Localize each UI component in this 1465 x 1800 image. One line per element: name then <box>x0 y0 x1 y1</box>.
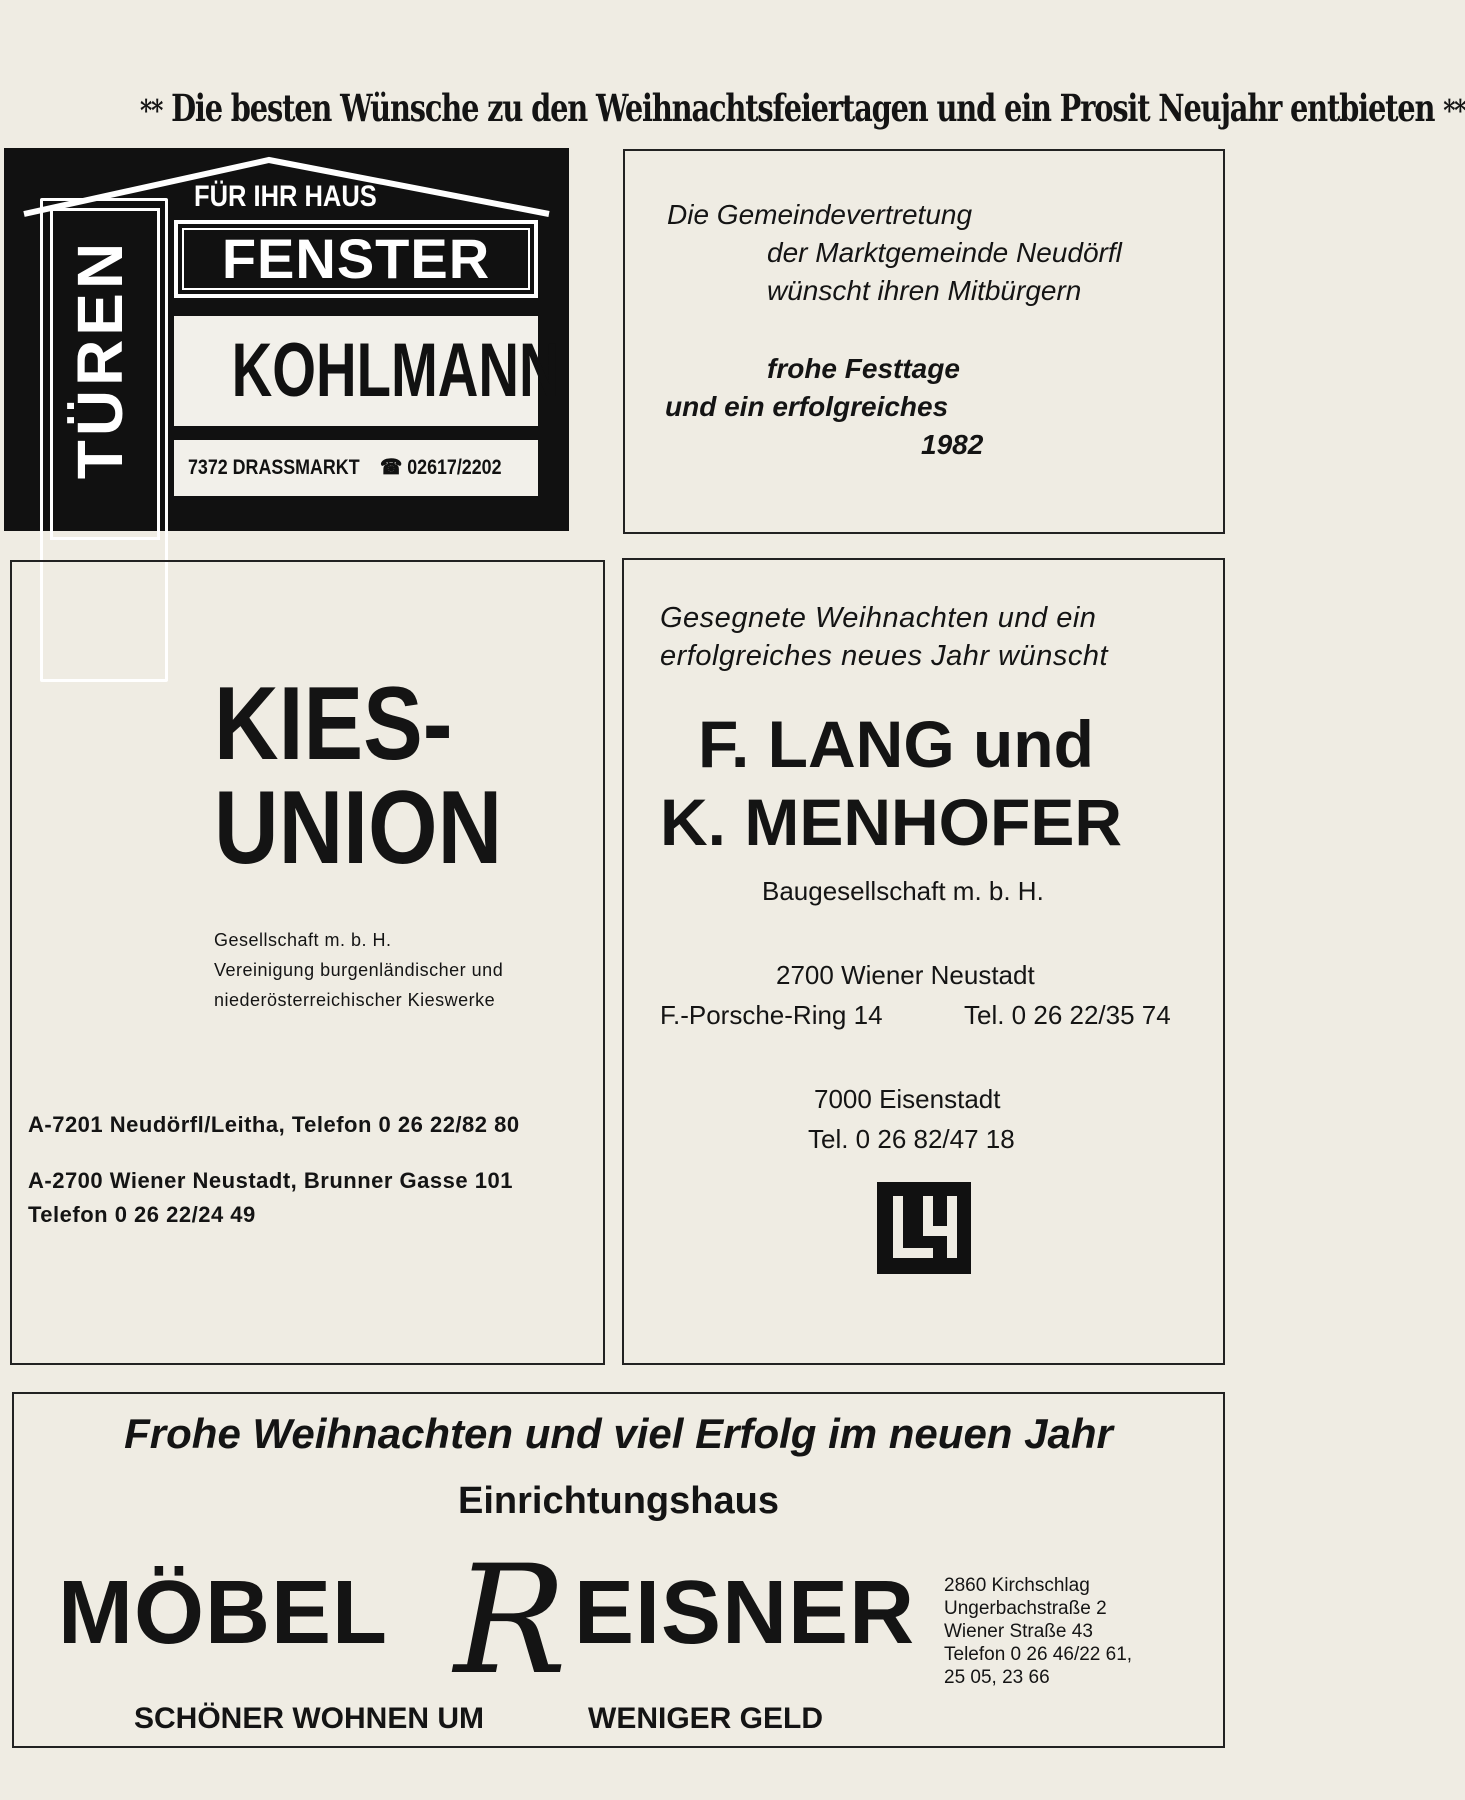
kies-company-type: Gesellschaft m. b. H. <box>214 930 392 950</box>
lang-phone: Tel. 0 26 22/35 74 <box>964 1000 1171 1030</box>
lang-name: K. MENHOFER <box>660 785 1122 859</box>
page-header <box>140 78 1465 138</box>
reisner-address <box>944 1574 1132 1689</box>
lang-company: Baugesellschaft m. b. H. <box>762 876 1044 906</box>
kohlmann-phone: 02617/2202 <box>407 456 502 479</box>
kies-address: A-7201 Neudörfl/Leitha, Telefon 0 26 22/82 80 <box>28 1112 520 1137</box>
lang-name: F. LANG und <box>698 707 1094 781</box>
reisner-logo-r: R <box>454 1534 567 1708</box>
reisner-address-line: 2860 Kirchschlag <box>944 1575 1090 1596</box>
kohlmann-doors-label: TÜREN <box>64 238 136 480</box>
ad-kies-union <box>10 560 605 1365</box>
reisner-address-line: 25 05, 23 66 <box>944 1667 1050 1688</box>
reisner-slogan: WENIGER GELD <box>588 1702 824 1735</box>
reisner-address-line: Wiener Straße 43 <box>944 1621 1093 1642</box>
lang-greeting: erfolgreiches neues Jahr wünscht <box>660 640 1109 672</box>
kohlmann-address: 7372 DRASSMARKT <box>188 456 360 479</box>
lang-street: F.-Porsche-Ring 14 <box>660 1000 883 1030</box>
kohlmann-windows-label: FENSTER <box>174 220 538 298</box>
star-icon: * <box>140 94 152 129</box>
kies-description: niederösterreichischer Kieswerke <box>214 990 496 1010</box>
kohlmann-phone-line <box>380 440 502 496</box>
gemeinde-line: und ein erfolgreiches <box>665 391 949 422</box>
lang-city: 2700 Wiener Neustadt <box>776 960 1035 990</box>
ad-moebel-reisner <box>12 1392 1225 1748</box>
kohlmann-name-panel <box>174 316 560 426</box>
gemeinde-year: 1982 <box>921 429 984 460</box>
window-frame <box>182 228 530 290</box>
kohlmann-name: KOHLMANN <box>231 328 560 413</box>
kohlmann-contact <box>174 440 538 496</box>
reisner-word-eisner: EISNER <box>574 1563 916 1663</box>
lang-phone: Tel. 0 26 82/47 18 <box>808 1124 1015 1154</box>
ad-lang-menhofer <box>622 558 1225 1365</box>
kohlmann-tagline: FÜR IHR HAUS <box>194 180 377 213</box>
lm-logo-icon <box>877 1182 971 1274</box>
star-icon: * <box>1454 94 1465 129</box>
telephone-icon: ☎ <box>380 456 403 479</box>
gemeinde-line: wünscht ihren Mitbürgern <box>767 275 1082 306</box>
star-icon: * <box>1443 94 1455 129</box>
reisner-headline: Frohe Weihnachten und viel Erfolg im neuen Jahr <box>124 1410 1113 1457</box>
kies-address: A-2700 Wiener Neustadt, Brunner Gasse 101 <box>28 1168 513 1193</box>
lang-city: 7000 Eisenstadt <box>814 1084 1001 1114</box>
reisner-word-moebel: MÖBEL <box>58 1563 388 1663</box>
star-icon: * <box>151 94 163 129</box>
reisner-subtitle: Einrichtungshaus <box>458 1480 779 1522</box>
reisner-address-line: Ungerbachstraße 2 <box>944 1598 1107 1619</box>
reisner-address-line: Telefon 0 26 46/22 61, <box>944 1644 1133 1665</box>
gemeinde-line: der Marktgemeinde Neudörfl <box>767 237 1122 268</box>
kies-title-line1: KIES- <box>214 666 453 782</box>
ad-kohlmann <box>4 148 569 531</box>
kies-description: Vereinigung burgenländischer und <box>214 960 504 980</box>
kies-title-line2: UNION <box>214 770 503 886</box>
header-text: Die besten Wünsche zu den Weihnachtsfeiertagen und ein Prosit Neujahr entbieten <box>171 86 1435 130</box>
gemeinde-line: frohe Festtage <box>767 353 960 384</box>
ad-gemeinde <box>623 149 1225 534</box>
reisner-slogan: SCHÖNER WOHNEN UM <box>134 1702 484 1735</box>
kies-phone: Telefon 0 26 22/24 49 <box>28 1202 256 1227</box>
lang-greeting: Gesegnete Weihnachten und ein <box>660 602 1097 634</box>
gemeinde-line: Die Gemeindevertretung <box>667 199 973 230</box>
